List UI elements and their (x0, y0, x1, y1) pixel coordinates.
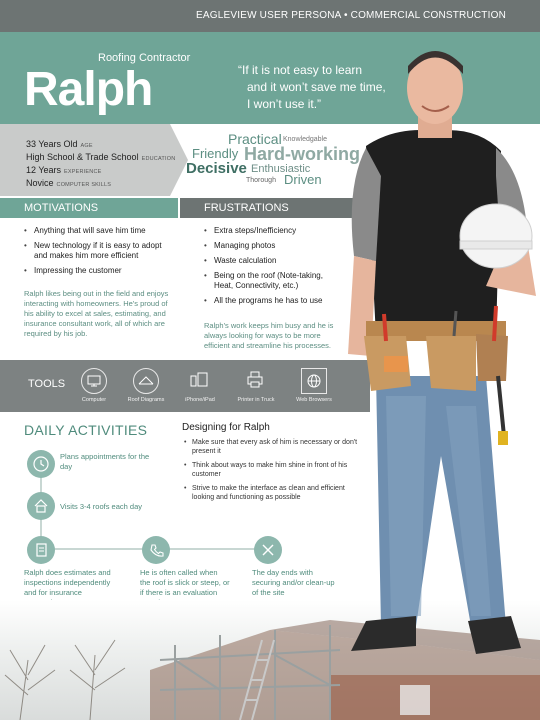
list-item: • Anything that will save him time (24, 226, 164, 236)
list-item: • Impressing the customer (24, 266, 164, 276)
list-item: • Extra steps/Inefficiency (204, 226, 338, 236)
quote-line-2: and it won’t save me time, (247, 80, 386, 94)
trait-word: Friendly (192, 146, 239, 161)
activity-text: Visits 3-4 roofs each day (60, 502, 142, 511)
trait-word: Thorough (246, 177, 276, 184)
list-item: • Being on the roof (Note-taking, Heat, Connectivity, etc.) (204, 271, 338, 291)
trait-word: Hard-working (244, 144, 361, 164)
quote-line-3: I won’t use it.” (247, 97, 322, 111)
tool-roof-diagrams: Roof Diagrams (116, 368, 176, 403)
list-item: • Waste calculation (204, 256, 338, 266)
phone-icon (142, 536, 170, 564)
clock-icon (27, 450, 55, 478)
quote-line-1: “If it is not easy to learn (238, 63, 363, 77)
profile-row: 33 Years Old AGE (26, 139, 93, 149)
tools-band (0, 360, 370, 412)
persona-role: Roofing Contractor (98, 52, 191, 64)
trait-word: Enthusiastic (251, 163, 311, 175)
computer-icon (81, 368, 107, 394)
daily-activities-title: DAILY ACTIVITIES (24, 422, 148, 438)
frustrations-paragraph: Ralph's work keeps him busy and he is always looking for ways to be more efficient and streamline his processes. (204, 321, 334, 350)
roof-diagram-icon (133, 368, 159, 394)
document-icon (27, 536, 55, 564)
tool-web-browsers: Web Browsers (284, 368, 344, 403)
tablet-icon (187, 368, 213, 394)
list-item: • New technology if it is easy to adopt and makes him more efficient (24, 241, 164, 261)
header-tagline: EAGLEVIEW USER PERSONA • COMMERCIAL CONSTRUCTION (196, 10, 506, 21)
activity-text: He is often called when the roof is slick or steep, or if there is an evaluation (140, 568, 230, 597)
list-item: • Strive to make the interface as clean and efficient looking and functioning as possible (184, 484, 364, 502)
tool-computer: Computer (64, 368, 124, 403)
persona-photo (336, 36, 536, 696)
tools-title: TOOLS (28, 378, 66, 390)
activity-text: The day ends with securing and/or clean-up of the site (252, 568, 335, 597)
frustrations-list (204, 226, 338, 311)
motivations-header: MOTIVATIONS (0, 198, 178, 218)
tool-printer: Printer in Truck (226, 368, 286, 403)
list-item: • Make sure that every ask of him is necessary or don't present it (184, 438, 364, 456)
tool-iphone-ipad: iPhone/iPad (170, 368, 230, 403)
tools-icon (254, 536, 282, 564)
persona-name: Ralph (24, 63, 153, 116)
profile-row: Novice COMPUTER SKILLS (26, 178, 112, 188)
list-item: • Think about ways to make him shine in front of his customer (184, 461, 364, 479)
profile-row: High School & Trade School EDUCATION (26, 152, 176, 162)
motivations-list (24, 226, 164, 281)
profile-row: 12 Years EXPERIENCE (26, 165, 102, 175)
browser-icon (301, 368, 327, 394)
list-item: • All the programs he has to use (204, 296, 338, 306)
house-icon (27, 492, 55, 520)
list-item: • Managing photos (204, 241, 338, 251)
activity-text: Plans appointments for the day (60, 452, 150, 471)
header-band (0, 0, 540, 32)
designing-title: Designing for Ralph (182, 422, 270, 433)
trait-word: Practical (228, 131, 282, 147)
trait-word: Knowledgable (283, 136, 327, 143)
trait-word: Decisive (186, 160, 247, 177)
frustrations-header: FRUSTRATIONS (180, 198, 370, 218)
trait-word: Driven (284, 172, 322, 187)
motivations-paragraph: Ralph likes being out in the field and enjoys interacting with homeowners. He's proud of his ability to excel at sales, estimating, and insurance consultant work, all of which are required by his job. (24, 289, 169, 338)
activity-text: Ralph does estimates and inspections independently and for insurance (24, 568, 111, 597)
printer-icon (243, 368, 269, 394)
